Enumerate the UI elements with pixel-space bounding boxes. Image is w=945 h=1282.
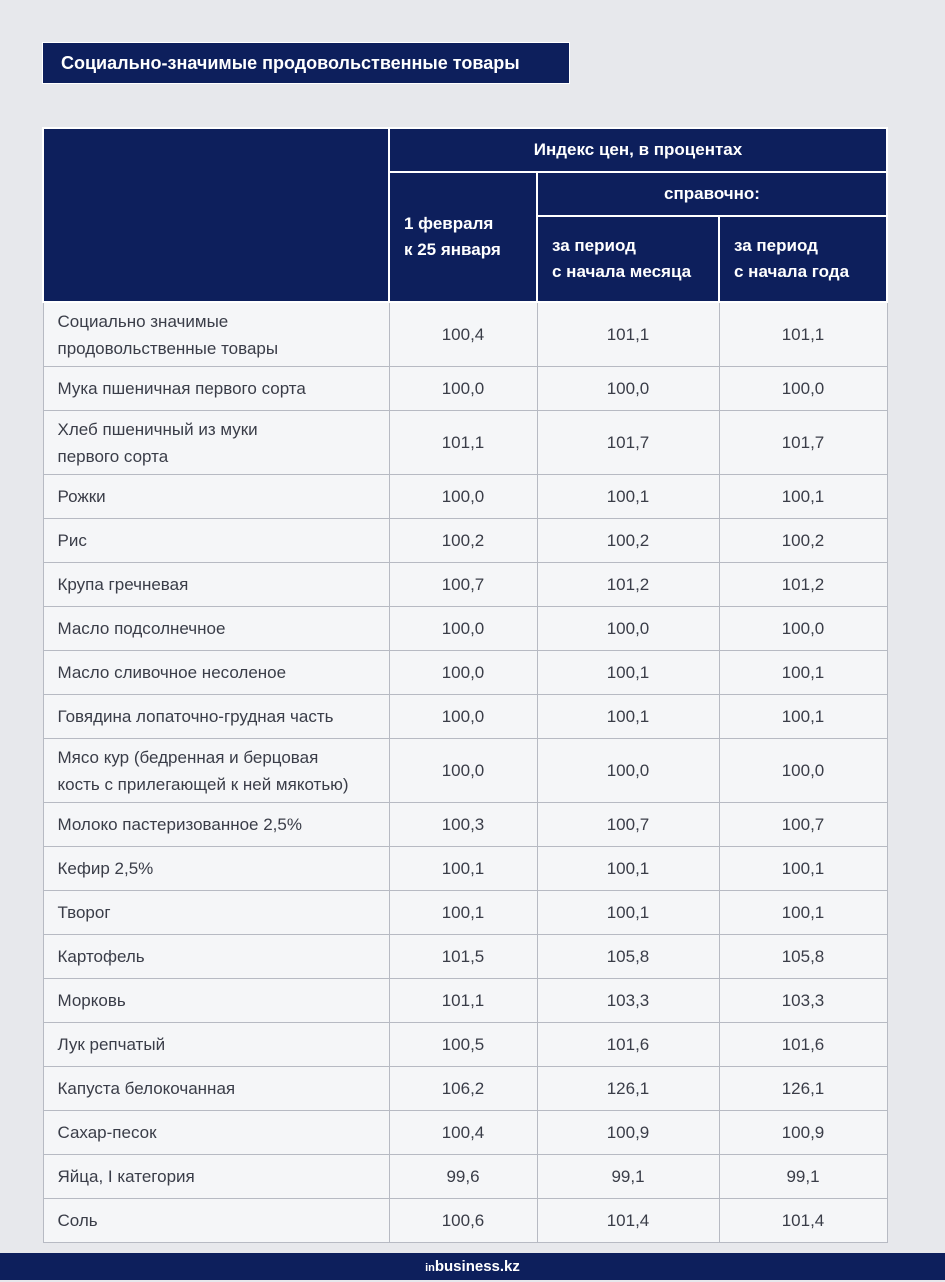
header-reference: справочно: (537, 172, 887, 216)
value-year-cell: 126,1 (719, 1067, 887, 1111)
value-year-cell: 100,2 (719, 519, 887, 563)
value-year-cell: 100,0 (719, 367, 887, 411)
table-row (43, 979, 887, 1023)
value-feb1-cell: 100,0 (389, 739, 537, 803)
product-name-cell: Творог (43, 891, 389, 935)
value-month-cell: 100,1 (537, 891, 719, 935)
value-year-cell: 105,8 (719, 935, 887, 979)
value-feb1-cell: 101,5 (389, 935, 537, 979)
table-row (43, 847, 887, 891)
value-feb1-cell: 100,0 (389, 475, 537, 519)
value-feb1-cell: 101,1 (389, 979, 537, 1023)
table-row (43, 695, 887, 739)
table-row (43, 302, 887, 367)
value-month-cell: 100,1 (537, 695, 719, 739)
value-month-cell: 100,0 (537, 367, 719, 411)
value-month-cell: 100,1 (537, 651, 719, 695)
page-title (42, 42, 570, 84)
product-name-cell: Морковь (43, 979, 389, 1023)
value-month-cell: 100,1 (537, 847, 719, 891)
value-feb1-cell: 100,5 (389, 1023, 537, 1067)
price-index-table (42, 127, 888, 1243)
table-row (43, 1111, 887, 1155)
table-row (43, 1199, 887, 1243)
table-row (43, 651, 887, 695)
product-name-cell: Кефир 2,5% (43, 847, 389, 891)
value-month-cell: 99,1 (537, 1155, 719, 1199)
table-row (43, 563, 887, 607)
value-feb1-cell: 100,7 (389, 563, 537, 607)
header-col-month: за период с начала месяца (537, 216, 719, 302)
value-feb1-cell: 106,2 (389, 1067, 537, 1111)
table-body (43, 302, 887, 1243)
value-month-cell: 100,7 (537, 803, 719, 847)
page-title-text: Социально-значимые продовольственные товары (61, 52, 520, 73)
value-year-cell: 103,3 (719, 979, 887, 1023)
value-month-cell: 100,2 (537, 519, 719, 563)
table-row (43, 935, 887, 979)
table-row (43, 803, 887, 847)
value-year-cell: 101,6 (719, 1023, 887, 1067)
value-feb1-cell: 100,0 (389, 367, 537, 411)
value-year-cell: 100,0 (719, 739, 887, 803)
value-feb1-cell: 100,4 (389, 1111, 537, 1155)
value-feb1-cell: 100,0 (389, 651, 537, 695)
value-year-cell: 100,1 (719, 847, 887, 891)
value-year-cell: 99,1 (719, 1155, 887, 1199)
table-row (43, 739, 887, 803)
value-month-cell: 105,8 (537, 935, 719, 979)
footer-brand-prefix: in (425, 1262, 435, 1274)
value-year-cell: 101,2 (719, 563, 887, 607)
value-year-cell: 100,0 (719, 607, 887, 651)
product-name-cell: Говядина лопаточно-грудная часть (43, 695, 389, 739)
value-month-cell: 103,3 (537, 979, 719, 1023)
product-name-cell: Молоко пастеризованное 2,5% (43, 803, 389, 847)
value-month-cell: 100,0 (537, 739, 719, 803)
value-feb1-cell: 100,0 (389, 607, 537, 651)
value-month-cell: 126,1 (537, 1067, 719, 1111)
value-feb1-cell: 100,2 (389, 519, 537, 563)
value-month-cell: 101,1 (537, 302, 719, 367)
value-feb1-cell: 100,4 (389, 302, 537, 367)
value-feb1-cell: 99,6 (389, 1155, 537, 1199)
table-row (43, 891, 887, 935)
value-feb1-cell: 100,1 (389, 847, 537, 891)
value-year-cell: 100,1 (719, 695, 887, 739)
value-year-cell: 101,1 (719, 302, 887, 367)
value-month-cell: 101,2 (537, 563, 719, 607)
value-feb1-cell: 100,6 (389, 1199, 537, 1243)
header-index: Индекс цен, в процентах (389, 128, 887, 172)
footer-brand: business.kz (434, 1258, 520, 1275)
product-name-cell: Крупа гречневая (43, 563, 389, 607)
product-name-cell: Соль (43, 1199, 389, 1243)
product-name-cell: Социально значимые продовольственные товары (43, 302, 389, 367)
product-name-cell: Хлеб пшеничный из муки первого сорта (43, 411, 389, 475)
product-name-cell: Мясо кур (бедренная и берцовая кость с прилегающей к ней мякотью) (43, 739, 389, 803)
header-col-year: за период с начала года (719, 216, 887, 302)
product-name-cell: Масло сливочное несоленое (43, 651, 389, 695)
product-name-cell: Масло подсолнечное (43, 607, 389, 651)
value-year-cell: 101,4 (719, 1199, 887, 1243)
value-month-cell: 100,1 (537, 475, 719, 519)
product-name-cell: Лук репчатый (43, 1023, 389, 1067)
table-row (43, 607, 887, 651)
table-row (43, 1067, 887, 1111)
value-feb1-cell: 101,1 (389, 411, 537, 475)
value-feb1-cell: 100,0 (389, 695, 537, 739)
value-month-cell: 100,0 (537, 607, 719, 651)
product-name-cell: Рис (43, 519, 389, 563)
value-month-cell: 101,6 (537, 1023, 719, 1067)
value-year-cell: 100,1 (719, 891, 887, 935)
value-year-cell: 100,1 (719, 651, 887, 695)
header-empty-cell (43, 128, 389, 302)
table-row (43, 519, 887, 563)
product-name-cell: Яйца, I категория (43, 1155, 389, 1199)
value-feb1-cell: 100,1 (389, 891, 537, 935)
table-row (43, 411, 887, 475)
value-month-cell: 100,9 (537, 1111, 719, 1155)
value-month-cell: 101,4 (537, 1199, 719, 1243)
table-row (43, 475, 887, 519)
product-name-cell: Рожки (43, 475, 389, 519)
product-name-cell: Сахар-песок (43, 1111, 389, 1155)
table-row (43, 1023, 887, 1067)
value-year-cell: 100,9 (719, 1111, 887, 1155)
header-col-feb1: 1 февраля к 25 января (389, 172, 537, 302)
product-name-cell: Картофель (43, 935, 389, 979)
value-year-cell: 101,7 (719, 411, 887, 475)
product-name-cell: Капуста белокочанная (43, 1067, 389, 1111)
value-year-cell: 100,1 (719, 475, 887, 519)
value-feb1-cell: 100,3 (389, 803, 537, 847)
value-month-cell: 101,7 (537, 411, 719, 475)
footer-bar (0, 1253, 945, 1280)
table-row (43, 1155, 887, 1199)
value-year-cell: 100,7 (719, 803, 887, 847)
table-row (43, 367, 887, 411)
product-name-cell: Мука пшеничная первого сорта (43, 367, 389, 411)
